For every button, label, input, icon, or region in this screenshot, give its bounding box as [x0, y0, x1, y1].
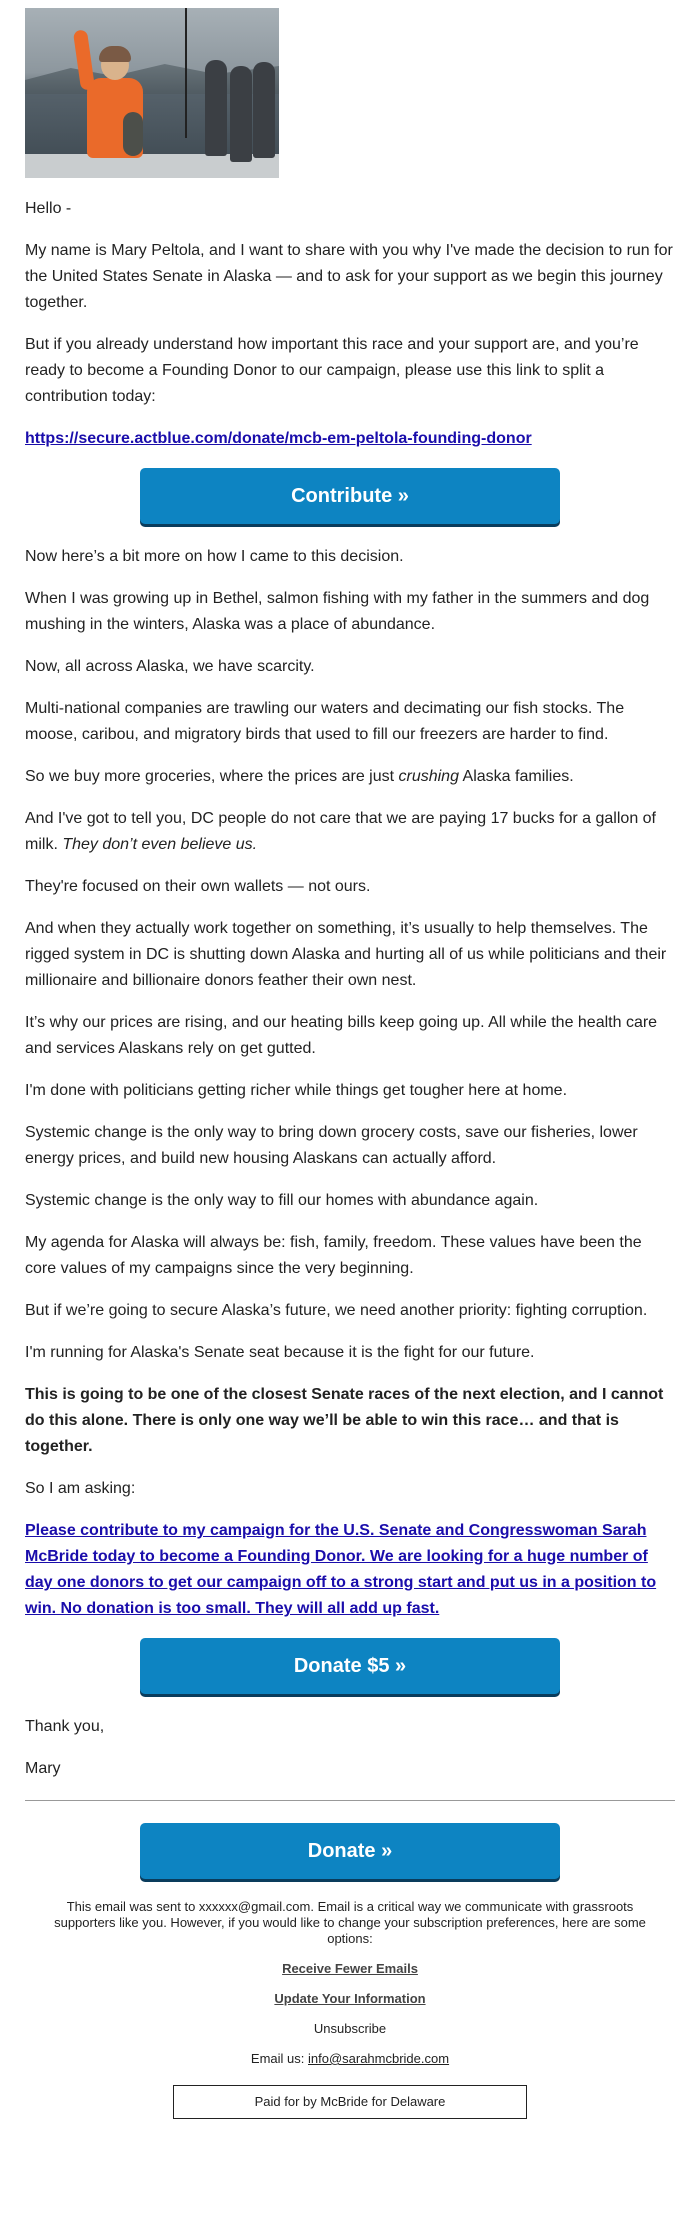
donate5-button-row: [25, 1638, 675, 1694]
donate-button[interactable]: Donate »: [140, 1823, 560, 1879]
body-paragraph: Systemic change is the only way to fill our homes with abundance again.: [25, 1192, 539, 1209]
email-body: [0, 8, 700, 1782]
body-paragraph: And when they actually work together on something, it’s usually to help themselves. The rigged system in DC is shutting down Alaska and hurting all of us while politicians and their millionaire and billionaire donors feather their own nest.: [25, 920, 667, 989]
emphasis-crushing: crushing: [398, 768, 459, 785]
intro-paragraph-2: But if you already understand how important this race and your support are, and you’re ready to become a Founding Donor to our campaign, please use this link to split a contribution today:: [25, 336, 639, 405]
body-paragraph: Now, all across Alaska, we have scarcity.: [25, 658, 315, 675]
photo-subject: [83, 50, 147, 170]
unsubscribe-link[interactable]: Unsubscribe: [313, 2021, 387, 2036]
milk-paragraph: And I've got to tell you, DC people do not care that we are paying 17 bucks for a gallon of milk. They don’t even believe us.: [25, 810, 656, 853]
hero-photo: [25, 8, 279, 178]
bold-paragraph: This is going to be one of the closest Senate races of the next election, and I cannot do this alone. There is only one way we’ll be able to win this race… and that is together.: [25, 1386, 664, 1455]
donate-link-paragraph: [25, 426, 675, 452]
footer-divider: [25, 1800, 675, 1801]
body-paragraph: They're focused on their own wallets — not ours.: [25, 878, 371, 895]
body-paragraph: My agenda for Alaska will always be: fish, family, freedom. These values have been the core values of my campaigns since the very beginning.: [25, 1234, 642, 1277]
contribute-button[interactable]: Contribute »: [140, 468, 560, 524]
body-paragraph: I'm done with politicians getting richer while things get tougher here at home.: [25, 1082, 568, 1099]
donate-5-button[interactable]: Donate $5 »: [140, 1638, 560, 1694]
donate-link[interactable]: https://secure.actblue.com/donate/mcb-em-peltola-founding-donor: [25, 430, 532, 447]
footer-email: Email us: info@sarahmcbride.com: [250, 2051, 450, 2066]
body-paragraph: When I was growing up in Bethel, salmon fishing with my father in the summers and dog mushing in the winters, Alaska was a place of abundance.: [25, 590, 650, 633]
signoff-thanks: Thank you,: [25, 1718, 105, 1735]
contribute-button-row: [25, 468, 675, 524]
body-paragraph: So I am asking:: [25, 1480, 136, 1497]
body-paragraph: Systemic change is the only way to bring down grocery costs, save our fisheries, lower energy prices, and build new housing Alaskans can actually afford.: [25, 1124, 638, 1167]
greeting: Hello -: [25, 200, 72, 217]
update-information-link[interactable]: Update Your Information: [274, 1991, 426, 2006]
footer: [0, 1899, 700, 2119]
signoff-name: Mary: [25, 1760, 61, 1777]
intro-paragraph-1: My name is Mary Peltola, and I want to share with you why I've made the decision to run for the United States Senate in Alaska — and to ask for your support as we begin this journey together.: [25, 242, 673, 311]
footer-notice: This email was sent to xxxxxx@gmail.com. Email is a critical way we communicate with grassroots supporters like you. However, if you would like to change your subscription preferences, here are some options:: [54, 1899, 646, 1946]
paid-for-disclaimer: Paid for by McBride for Delaware: [173, 2085, 527, 2119]
ask-link-paragraph: [25, 1518, 675, 1622]
donate-button-row: [0, 1823, 700, 1879]
contact-email-link[interactable]: info@sarahmcbride.com: [307, 2051, 450, 2066]
groceries-paragraph: So we buy more groceries, where the prices are just crushing Alaska families.: [25, 768, 574, 785]
body-paragraph: But if we’re going to secure Alaska’s future, we need another priority: fighting corruption.: [25, 1302, 648, 1319]
emphasis-believe: They don’t even believe us.: [62, 836, 258, 853]
body-paragraph: Multi-national companies are trawling our waters and decimating our fish stocks. The moose, caribou, and migratory birds that used to fill our freezers are harder to find.: [25, 700, 625, 743]
body-paragraph: I'm running for Alaska's Senate seat because it is the fight for our future.: [25, 1344, 535, 1361]
receive-fewer-emails-link[interactable]: Receive Fewer Emails: [282, 1961, 418, 1976]
ask-donate-link[interactable]: Please contribute to my campaign for the U.S. Senate and Congresswoman Sarah McBride today to become a Founding Donor. We are looking for a huge number of day one donors to get our campaign off to a strong start and put us in a position to win. No donation is too small. They will all add up fast.: [25, 1522, 657, 1617]
body-paragraph: Now here’s a bit more on how I came to this decision.: [25, 548, 404, 565]
body-paragraph: It’s why our prices are rising, and our heating bills keep going up. All while the health care and services Alaskans rely on get gutted.: [25, 1014, 658, 1057]
